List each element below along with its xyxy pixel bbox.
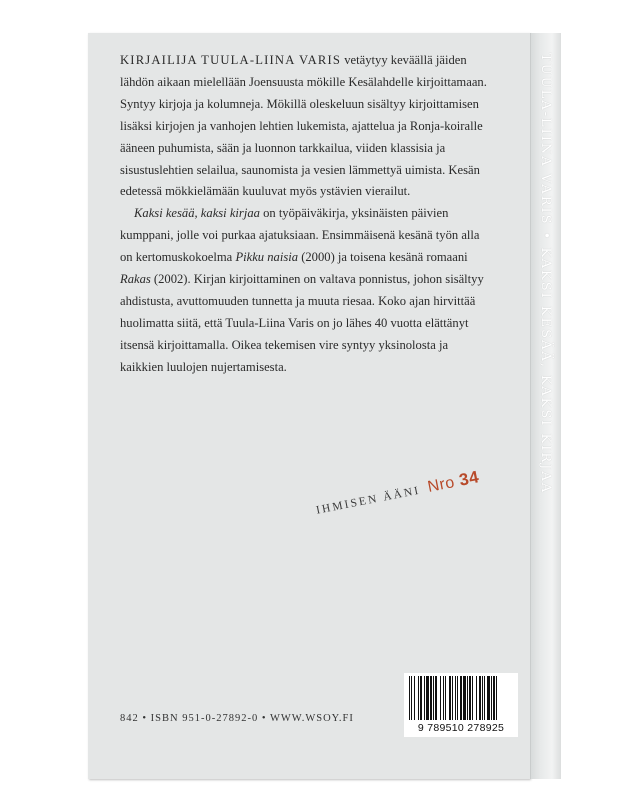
barcode-bar (460, 676, 462, 720)
barcode-bar (484, 676, 485, 720)
barcode (404, 673, 518, 737)
barcode-bar (469, 676, 471, 720)
spine-title: TUULA-LIINA VARIS • KAKSI KESÄÄ, KAKSI KIRJAA (538, 53, 554, 495)
paragraph-1-body: vetäytyy keväällä jäiden lähdön aikaan mielellään Joensuusta mökille Kesälahdelle kirjoittamaan. Syntyy kirjoja ja kolumneja. Mökillä oleskeluun sisältyy kirjoittamisen lisäksi kirjojen ja vanhojen lehtien lukemista, ajattelua ja Ronja-koiralle ääneen puhumista, sään ja luonnon tarkkailua, viiden klassisia ja sisustuslehtien selailua, saunomista ja vesien lämmettyä uimista. Kesän edetessä mökkielämään kuuluvat myös ystävien vierailut. (120, 53, 487, 199)
barcode-bar (491, 676, 492, 720)
barcode-bar (476, 676, 477, 720)
barcode-bar (443, 676, 444, 720)
barcode-bar (411, 676, 412, 720)
barcode-bar (467, 676, 468, 720)
book-title: Kaksi kesää, kaksi kirjaa (134, 206, 260, 221)
barcode-bar (479, 676, 481, 720)
series-nro-value: 34 (457, 467, 481, 490)
paragraph-2-text-c: (2002). Kirjan kirjoittaminen on valtava ponnistus, johon sisältyy ahdistusta, avuttomuuden tunnetta ja muuta riesaa. Koko ajan hirvittää huolimatta siitä, että Tuula-Liina Varis on jo lähes 40 vuotta elättänyt itsensä kirjoittamalla. Oikea tekemisen vire syntyy yksinolosta ja kaikkien luulojen nujertamisesta. (120, 272, 484, 374)
paragraph-2-text-a: on työpäiväkirja, yksinäisten päivien kumppani, jolle voi purkaa ajatuksiaan. Ensimmäisenä kesänä työn alla on kertomuskokoelma (120, 206, 480, 265)
paragraph-2-text-b: (2000) ja toisena kesänä romaani (298, 250, 468, 265)
barcode-bar (452, 676, 453, 720)
work-title-2: Rakas (120, 272, 151, 287)
barcode-bar (426, 676, 429, 720)
barcode-bar (449, 676, 451, 720)
barcode-bar (463, 676, 466, 720)
barcode-bar (420, 676, 422, 720)
barcode-bar (493, 676, 495, 720)
blurb-paragraph-2 (120, 203, 492, 378)
barcode-number: 9 789510 278925 (417, 722, 505, 734)
series-name: IHMISEN ÄÄNI (315, 484, 422, 517)
barcode-bar (487, 676, 490, 720)
barcode-bar (418, 676, 419, 720)
author-lead: KIRJAILIJA TUULA-LIINA VARIS (120, 53, 342, 67)
barcode-bar (472, 676, 473, 720)
series-nro-label: Nro (426, 474, 457, 496)
barcode-bar (445, 676, 446, 720)
barcode-bar (482, 676, 483, 720)
barcode-bar (457, 676, 458, 720)
barcode-bar (424, 676, 425, 720)
barcode-bar (496, 676, 497, 720)
barcode-bar (433, 676, 434, 720)
barcode-bar (455, 676, 456, 720)
blurb-text (120, 50, 492, 379)
barcode-bar (409, 676, 410, 720)
barcode-bar (430, 676, 432, 720)
blurb-paragraph-1 (120, 50, 492, 203)
barcode-bar (440, 676, 441, 720)
barcode-bars (407, 676, 515, 722)
barcode-bar (435, 676, 437, 720)
isbn-footer: 842 • ISBN 951-0-27892-0 • WWW.WSOY.FI (120, 713, 354, 724)
book-spine (530, 33, 561, 779)
barcode-bar (414, 676, 415, 720)
work-title-1: Pikku naisia (235, 250, 299, 265)
